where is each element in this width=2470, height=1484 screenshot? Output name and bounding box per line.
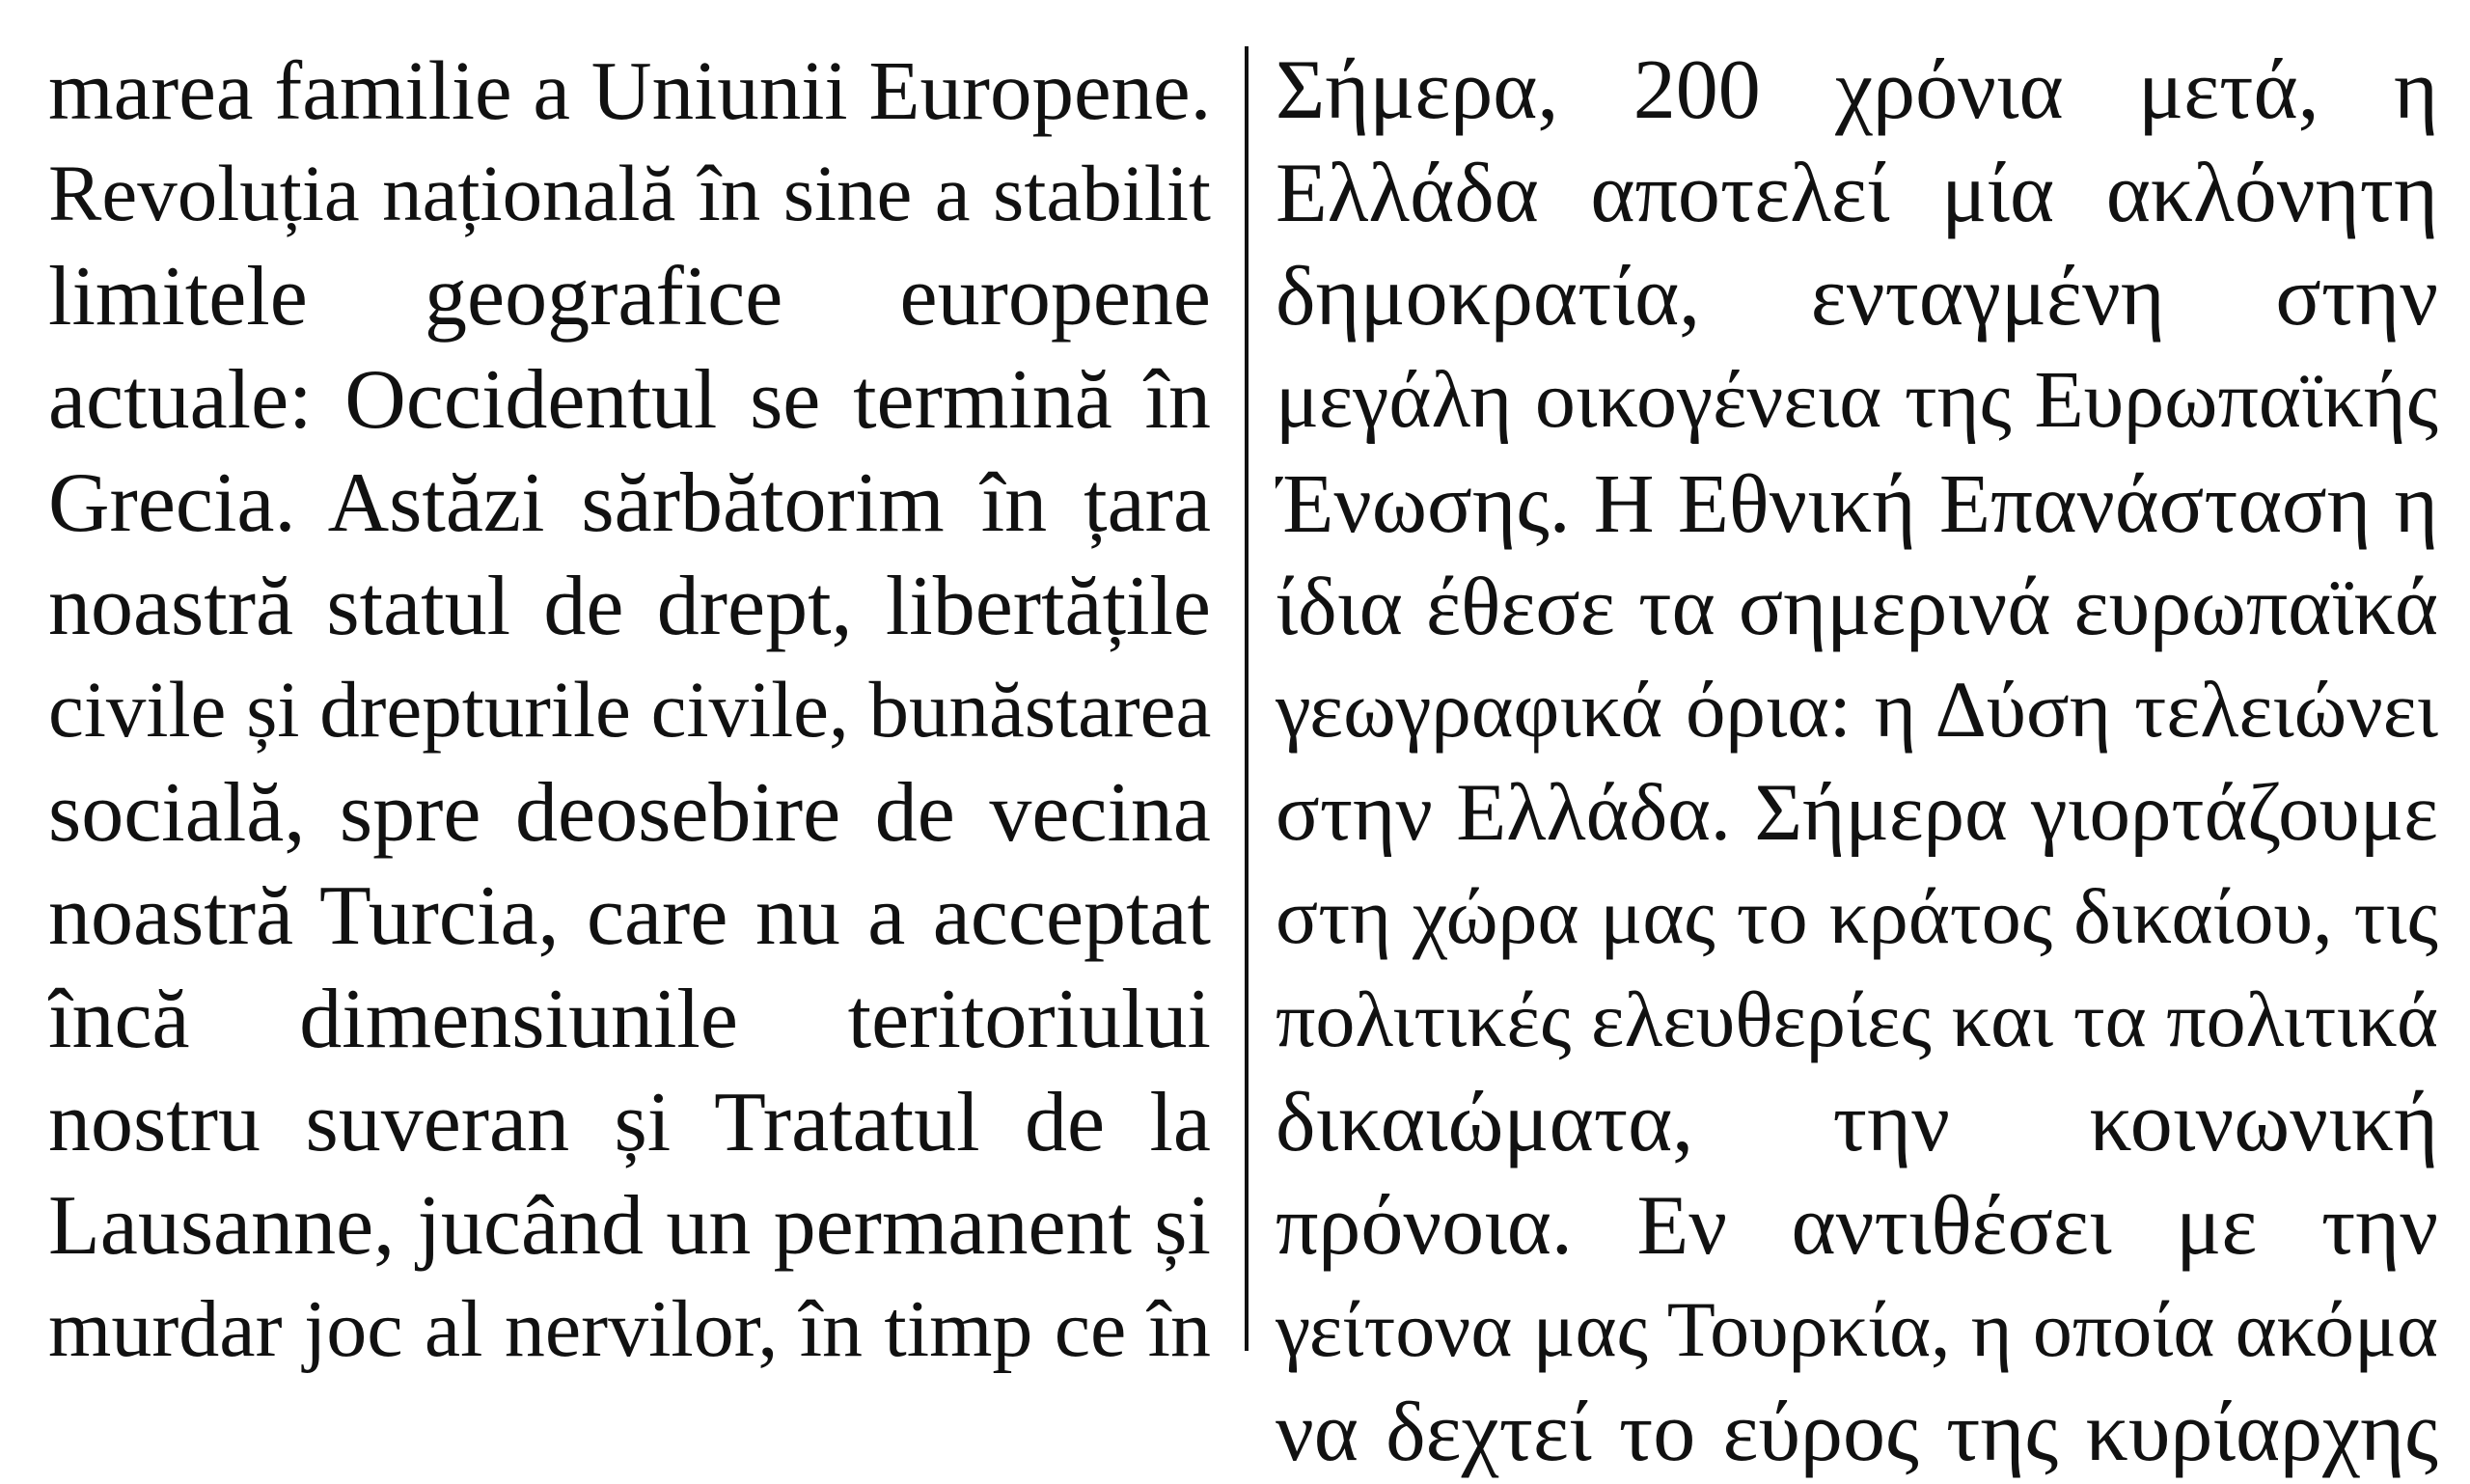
text-line: limitele geografice europene [48,250,1211,344]
text-line: δημοκρατία, ενταγμένη στην [1276,250,2438,344]
romanian-text-column [48,39,1211,1381]
text-line: δικαιώματα, την κοινωνική [1276,1076,2438,1169]
column-divider [1245,46,1249,1351]
text-line: να δεχτεί το εύρος της κυρίαρχης [1276,1386,2438,1479]
text-line: στη χώρα μας το κράτος δικαίου, τις [1276,872,2438,960]
text-line: πρόνοια. Εν αντιθέσει με την [1276,1179,2438,1273]
text-line: nostru suveran și Tratatul de la [48,1076,1211,1169]
text-line: încă dimensiunile teritoriului [48,973,1211,1066]
text-line: Ελλάδα αποτελεί μία ακλόνητη [1276,147,2438,240]
text-line: ίδια έθεσε τα σημερινά ευρωπαϊκά [1276,560,2438,652]
text-line: actuale: Occidentul se termină în [48,353,1211,447]
text-line: πολιτικές ελευθερίες και τα πολιτικά [1276,976,2438,1063]
text-line: noastră statul de drept, libertățile [48,560,1211,653]
text-line: civile și drepturile civile, bunăstarea [48,665,1211,754]
text-line: Lausanne, jucând un permanent și [48,1179,1211,1273]
text-line: noastră Turcia, care nu a acceptat [48,869,1211,963]
text-line: marea familie a Uniunii Europene. [48,43,1211,137]
text-line: μεγάλη οικογένεια της Ευρωπαϊκής [1276,355,2438,445]
text-line: murdar joc al nervilor, în timp ce în [48,1284,1211,1374]
text-line: στην Ελλάδα. Σήμερα γιορτάζουμε [1276,767,2438,858]
text-line: γεωγραφικά όρια: η Δύση τελειώνει [1276,665,2438,754]
text-line: Grecia. Astăzi sărbătorim în țara [48,456,1211,550]
text-line: Revoluția națională în sine a stabilit [48,149,1211,237]
text-line: Ένωσης. Η Εθνική Επανάσταση η [1276,456,2438,550]
greek-text-column [1276,39,2438,1484]
text-line: γείτονα μας Τουρκία, η οποία ακόμα [1276,1285,2438,1373]
text-line: socială, spre deosebire de vecina [48,766,1211,860]
text-line: Σήμερα, 200 χρόνια μετά, η [1276,43,2438,137]
